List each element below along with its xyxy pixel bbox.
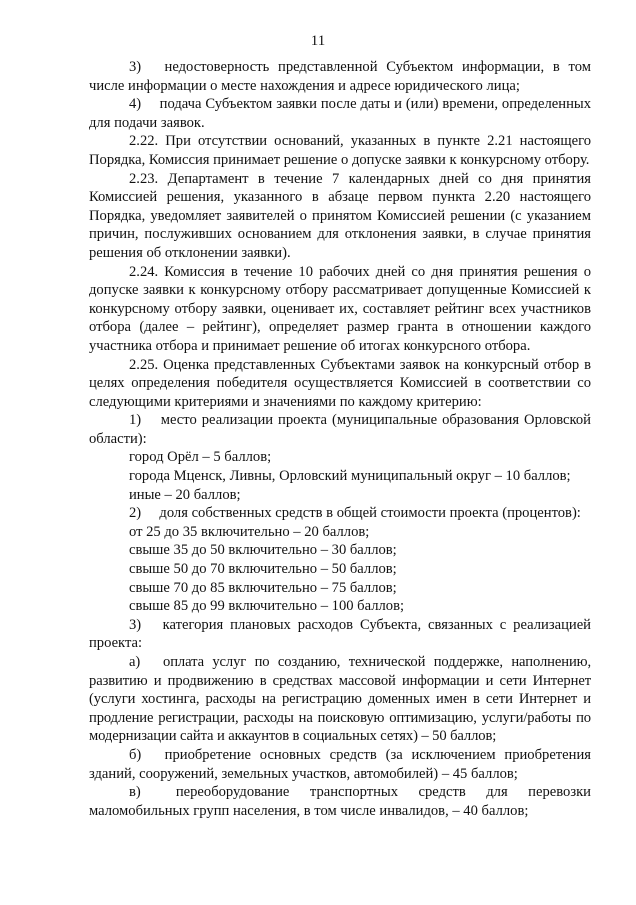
paragraph-2-23: 2.23. Департамент в течение 7 календарных дней со дня принятия Комиссией решения, указанного в абзаце первом пункта 2.20 настоящего Порядка, уведомляет заявителей о принятом Комиссией решении (с указанием причин, послуживших основанием для отклонения заявки, в случае принятия решения об отклонении заявки). [89, 170, 591, 261]
paragraph-2-22: 2.22. При отсутствии оснований, указанных в пункте 2.21 настоящего Порядка, Комиссия принимает решение о допуске заявки к конкурсному отбору. [89, 133, 591, 168]
paragraph-2-25: 2.25. Оценка представленных Субъектами заявок на конкурсный отбор в целях определения победителя осуществляется Комиссией в соответствии со следующими критериями и значениями по каждому критерию: [89, 356, 591, 410]
criterion-2: 2) доля собственных средств в общей стоимости проекта (процентов): [129, 505, 581, 522]
criterion-3-option-a: а) оплата услуг по созданию, технической поддержке, наполнению, развитию и продвижению в средствах массовой информации и сети Интернет (услуги хостинга, расходы на регистрацию доменных имен в сети Интернет и продление регистрации, расходы на поисковую оптимизацию, услуги/работы по модернизации сайта и аккаунтов в социальных сетях) – 50 баллов; [89, 654, 591, 745]
criterion-3-option-c: в) переоборудование транспортных средств для перевозки маломобильных групп населения, в том числе инвалидов, – 40 баллов; [89, 784, 591, 819]
criterion-2-option-1: от 25 до 35 включительно – 20 баллов; [129, 523, 370, 540]
paragraph-item-3: 3) недостоверность представленной Субъектом информации, в том числе информации о месте нахождения и адресе юридического лица; [89, 59, 591, 94]
paragraph-item-4: 4) подача Субъектом заявки после даты и (или) времени, определенных для подачи заявок. [89, 96, 591, 131]
paragraph-2-24: 2.24. Комиссия в течение 10 рабочих дней со дня принятия решения о допуске заявки к конкурсному отбору рассматривает допущенные Комиссией к конкурсному отбору заявки, оценивает их, составляет рейтинг всех участников отбора (далее – рейтинг), определяет размер гранта в отношении каждого участника отбора и принимает решение об итогах конкурсного отбора. [89, 263, 591, 354]
criterion-3-option-b: б) приобретение основных средств (за исключением приобретения зданий, сооружений, земельных участков, автомобилей) – 45 баллов; [89, 746, 591, 782]
criterion-2-option-5: свыше 85 до 99 включительно – 100 баллов; [129, 598, 405, 615]
criterion-1-option-3: иные – 20 баллов; [129, 486, 241, 503]
criterion-1: 1) место реализации проекта (муниципальные образования Орловской области): [89, 412, 591, 447]
document-body [89, 58, 591, 820]
criterion-1-option-1: город Орёл – 5 баллов; [129, 449, 272, 466]
criterion-3: 3) категория плановых расходов Субъекта, связанных с реализацией проекта: [89, 616, 591, 652]
criterion-2-option-3: свыше 50 до 70 включительно – 50 баллов; [129, 561, 397, 578]
criterion-1-option-2: города Мценск, Ливны, Орловский муниципальный округ – 10 баллов; [129, 468, 571, 485]
criterion-2-option-4: свыше 70 до 85 включительно – 75 баллов; [129, 579, 397, 596]
criterion-2-option-2: свыше 35 до 50 включительно – 30 баллов; [129, 542, 397, 559]
page-number: 11 [310, 33, 326, 49]
